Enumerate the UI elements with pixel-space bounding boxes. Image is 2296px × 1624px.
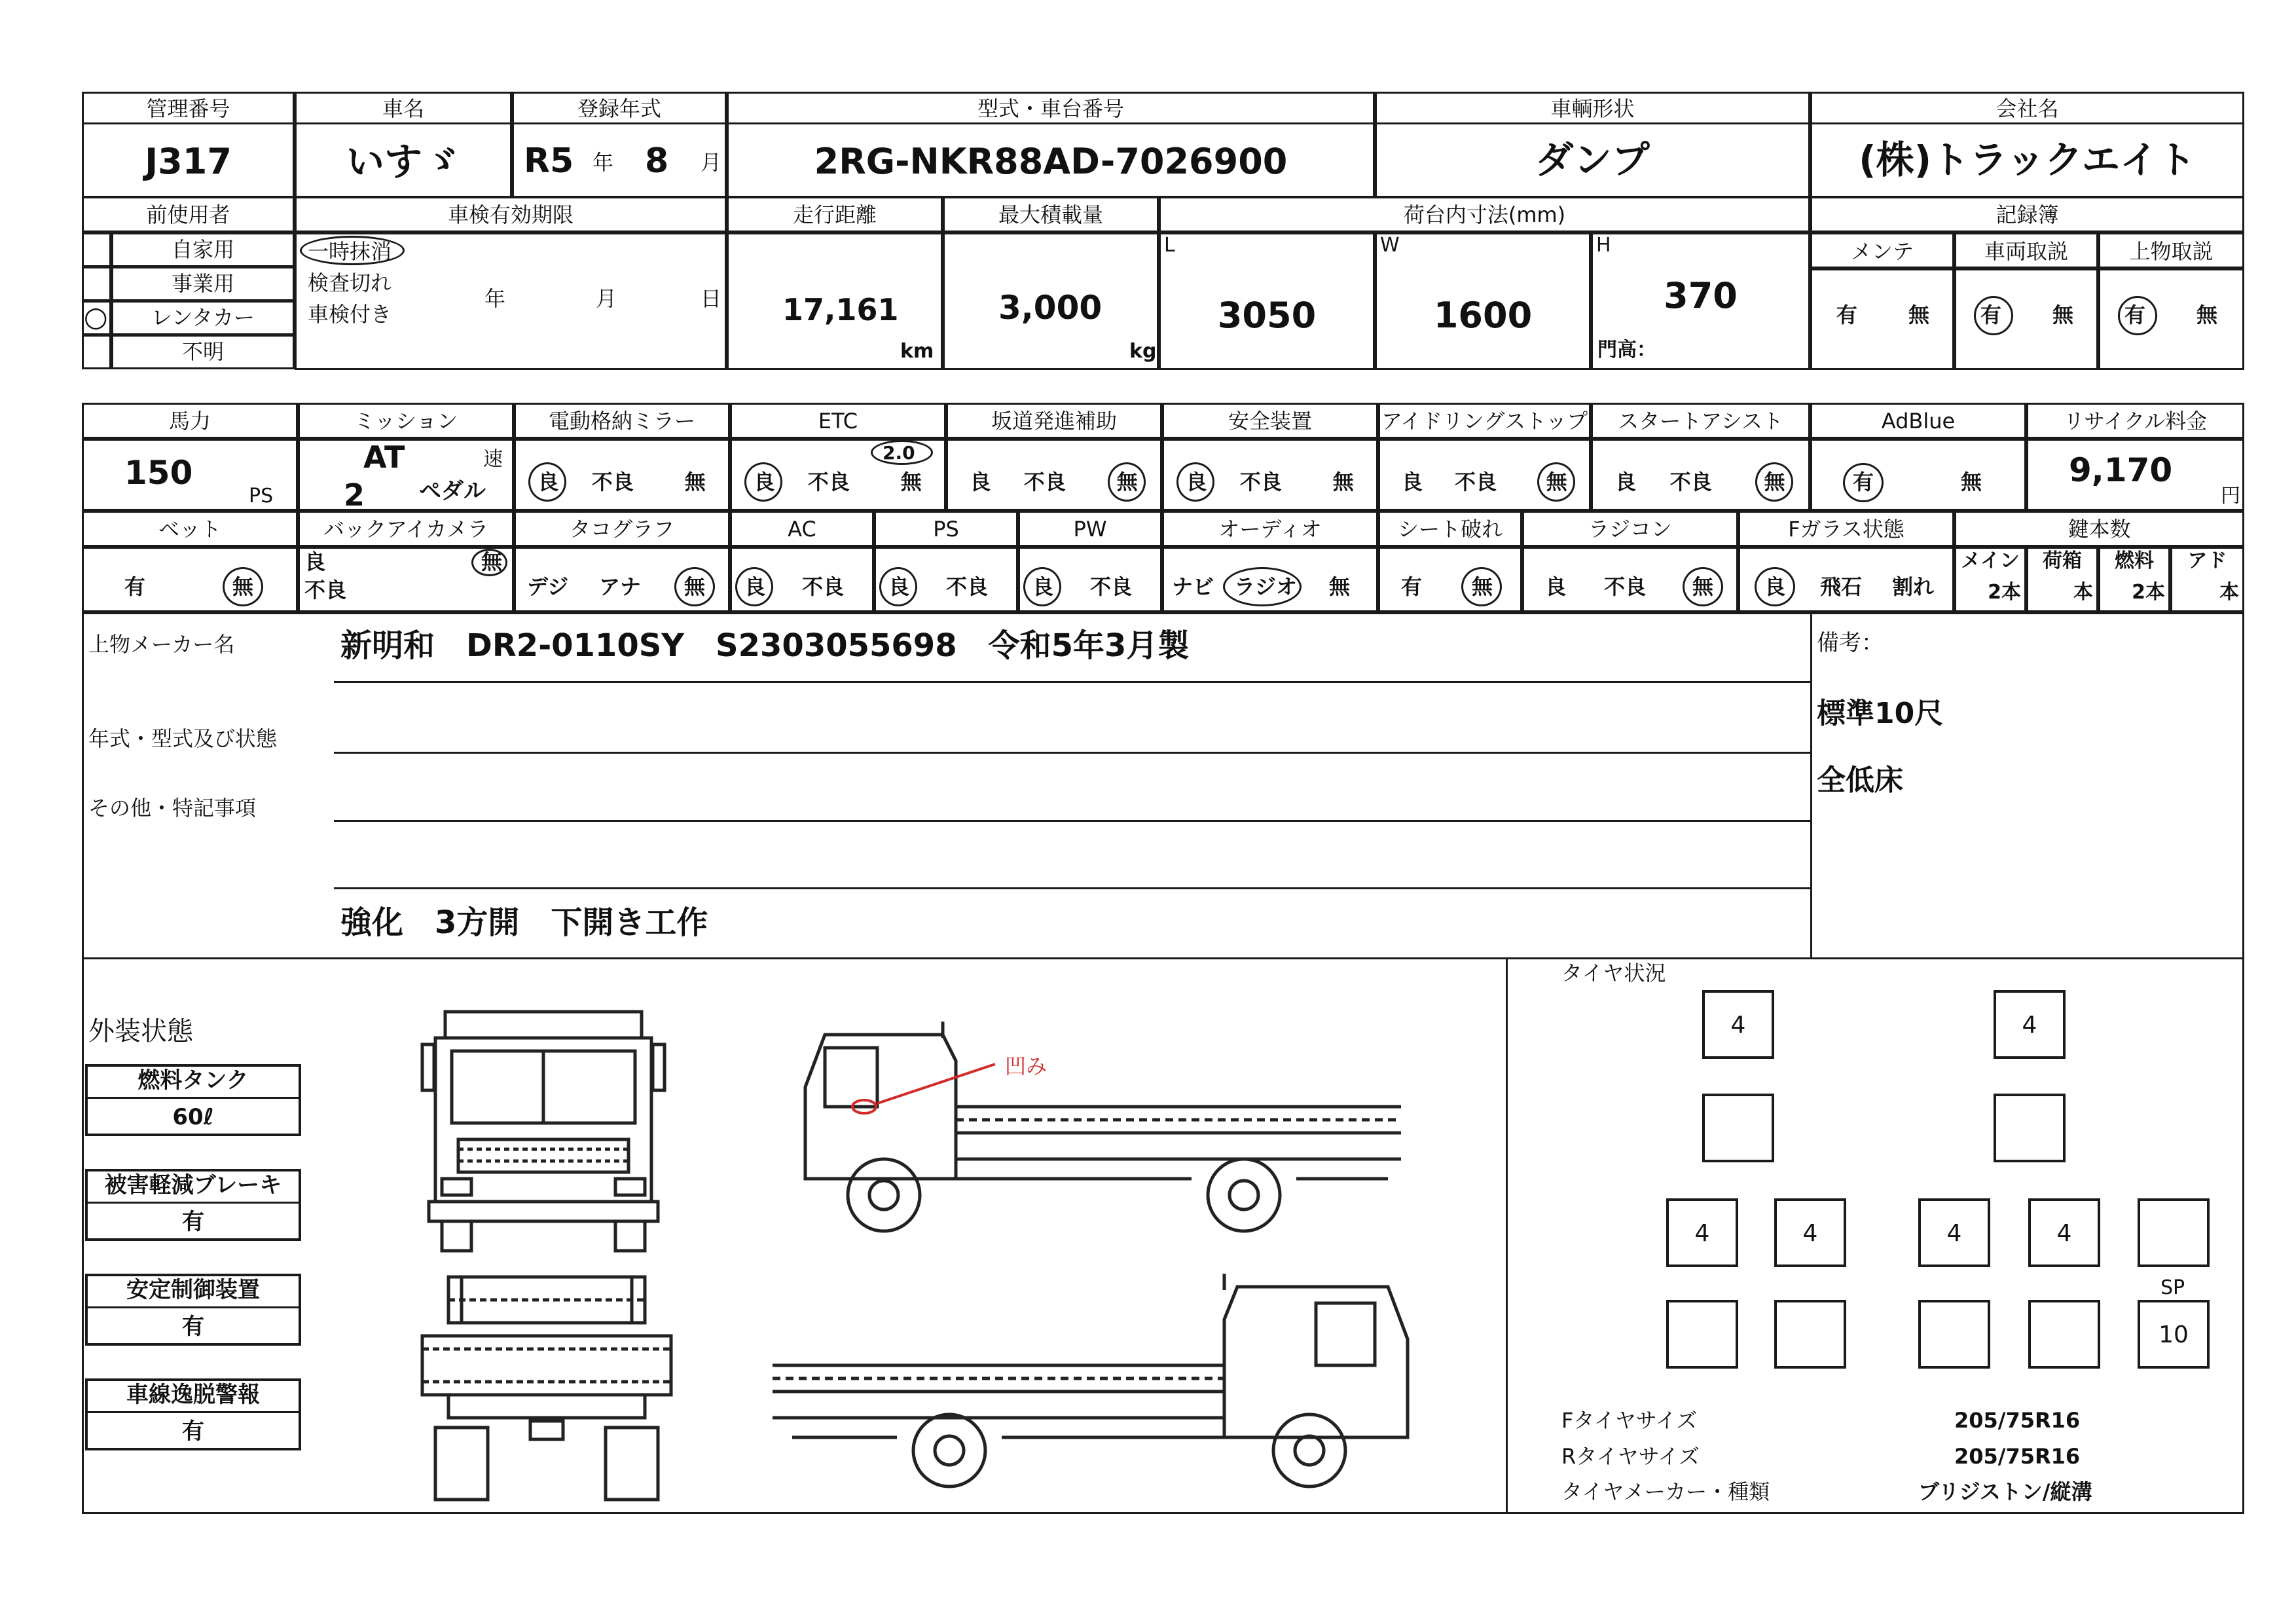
seat-no: 無	[1472, 574, 1493, 599]
pw-good: 良	[1032, 574, 1054, 599]
truck-left-side-drawing	[799, 1008, 1408, 1264]
records-yes: 有	[1836, 303, 1858, 327]
model-chassis-no: 2RG-NKR88AD-7026900	[814, 141, 1288, 182]
tire-rear-right-inner-depth: 4	[1946, 1220, 1962, 1247]
tire-rear-right-outer-depth: 4	[2056, 1220, 2072, 1247]
date-year-unit: 年	[484, 286, 506, 311]
notes-label: 備考：	[1817, 630, 1884, 656]
inspection-option: 一時抹消	[308, 239, 392, 264]
adblue-yes: 有	[1853, 470, 1874, 494]
label-car-name: 車名	[382, 96, 424, 121]
ps-selected-ring	[879, 567, 917, 606]
transmission-pedal-unit: ペダル	[419, 478, 486, 504]
label-body-type: 車輌形状	[1550, 96, 1635, 121]
equip-body	[82, 547, 298, 612]
camera-good: 良	[304, 549, 326, 574]
tacho-analog: アナ	[599, 574, 642, 599]
note-2: 全低床	[1817, 764, 1903, 797]
tacho-none-ring	[674, 567, 715, 606]
transmission-speed-unit: 速	[483, 448, 503, 471]
etc-good: 良	[754, 470, 775, 494]
tire-maker: ブリジストン/縦溝	[1918, 1479, 2092, 1504]
bed-dim-l-label: L	[1164, 234, 1175, 257]
equip-label: PW	[1073, 517, 1107, 542]
seat-yes: 有	[1401, 574, 1423, 599]
ps-good: 良	[888, 574, 910, 599]
r-size-label: Rタイヤサイズ	[1561, 1444, 1700, 1469]
equip-label: AC	[788, 517, 816, 542]
glass-stone-chip: 飛石	[1820, 574, 1863, 599]
r-size: 205/75R16	[1954, 1444, 2081, 1469]
truck-rear-view-drawing	[409, 1264, 684, 1506]
start-assist-selected-ring	[1755, 462, 1793, 502]
exterior-item-divider	[88, 1097, 299, 1099]
records-yes: 有	[2124, 303, 2146, 327]
adblue-yes-ring	[1843, 463, 1884, 502]
label-model-chassis: 型式・車台番号	[977, 96, 1124, 121]
note-1: 標準10尺	[1817, 697, 1944, 730]
equip-label: オーディオ	[1218, 517, 1322, 542]
equip-label: ミッション	[354, 409, 458, 434]
safety-not-good: 不良	[1239, 470, 1282, 494]
key-label: 燃料	[2115, 549, 2154, 572]
key-label: メイン	[1961, 549, 2020, 572]
mirror-none: 無	[684, 470, 706, 494]
exterior-item-divider	[88, 1411, 299, 1413]
hill-assist-good: 良	[970, 470, 991, 494]
label-other-notes: その他・特記事項	[88, 796, 257, 821]
radicon-not-good: 不良	[1604, 574, 1647, 599]
label-maint: メンテ	[1850, 239, 1914, 264]
bed-no: 無	[232, 574, 254, 599]
idling-stop-not-good: 不良	[1455, 470, 1497, 494]
key-value: 2本	[2132, 581, 2165, 604]
start-assist-none: 無	[1764, 470, 1785, 494]
start-assist-good: 良	[1614, 470, 1636, 494]
equip-label: 電動格納ミラー	[548, 409, 695, 434]
exterior-item-divider	[88, 1306, 299, 1308]
remarks-line-5: 強化 3方開 下開き工作	[340, 904, 708, 941]
idling-stop-good: 良	[1401, 470, 1423, 494]
mileage-unit: km	[900, 340, 934, 363]
max-load-unit: kg	[1129, 340, 1157, 363]
remarks-rule	[334, 820, 1810, 822]
idling-stop-none: 無	[1546, 470, 1567, 494]
car-maker: いすゞ	[346, 139, 460, 184]
f-size-label: Fタイヤサイズ	[1561, 1408, 1698, 1433]
bed-dim-h: 370	[1664, 275, 1738, 316]
tire-rear-left-outer-blank	[1666, 1300, 1738, 1369]
reg-month-unit: 月	[701, 150, 722, 175]
equip-label: ベット	[158, 517, 221, 542]
prev-user-option: レンタカー	[151, 305, 255, 330]
glass-good: 良	[1764, 574, 1786, 599]
tire-extra	[2138, 1198, 2210, 1267]
hill-assist-selected-ring	[1108, 462, 1146, 502]
safety-good: 良	[1186, 470, 1207, 494]
tire-title: タイヤ状況	[1561, 961, 1666, 986]
truck-front-view-drawing	[406, 999, 681, 1254]
date-day-unit: 日	[701, 286, 722, 311]
equip-body	[1810, 439, 2026, 511]
exterior-item-value: 有	[182, 1418, 204, 1445]
records-yes-ring	[1974, 296, 2013, 335]
bed-yes: 有	[124, 574, 146, 599]
bed-dim-h-label: H	[1596, 234, 1611, 257]
label-mileage: 走行距離	[792, 202, 877, 227]
tire-front-right-depth: 4	[2022, 1012, 2037, 1039]
horsepower: 150	[124, 454, 193, 492]
label-company: 会社名	[1995, 96, 2059, 121]
equip-label: ETC	[818, 409, 858, 434]
prev-user-check-cell	[82, 335, 111, 369]
etc-none: 無	[900, 470, 922, 494]
transmission-type: AT	[363, 439, 405, 475]
ac-selected-ring	[735, 567, 773, 606]
spare-label: SP	[2160, 1276, 2185, 1299]
ac-not-good: 不良	[802, 574, 845, 599]
records-yes: 有	[1980, 303, 2002, 327]
key-label: アド	[2187, 549, 2227, 572]
bed-no-ring	[223, 567, 263, 606]
start-assist-not-good: 不良	[1669, 470, 1712, 494]
exterior-item-label: 被害軽減ブレーキ	[104, 1172, 282, 1198]
radicon-good: 良	[1545, 574, 1567, 599]
glass-good-ring	[1755, 567, 1795, 606]
equip-label: アイドリングストップ	[1381, 409, 1588, 434]
exterior-item-label: 安定制御装置	[126, 1277, 260, 1303]
exterior-item-label: 車線逸脱警報	[126, 1382, 260, 1408]
label-inspection: 車検有効期限	[447, 202, 574, 227]
recycle-fee: 9,170	[2069, 451, 2173, 489]
exterior-item-value: 有	[182, 1314, 204, 1340]
exterior-title: 外装状態	[88, 1016, 193, 1046]
adblue-no: 無	[1961, 470, 1982, 494]
equip-label: リサイクル料金	[2063, 409, 2208, 434]
audio-none: 無	[1329, 574, 1351, 599]
idling-stop-selected-ring	[1537, 462, 1575, 502]
etc-selected-ring	[744, 462, 782, 502]
bed-dim-w-label: W	[1380, 234, 1400, 257]
tire-rear-right-outer-blank	[2028, 1300, 2100, 1369]
remarks-line-1: 新明和 DR2-0110SY S2303055698 令和5年3月製	[340, 627, 1190, 664]
label-max-load: 最大積載量	[998, 202, 1103, 227]
etc-not-good: 不良	[807, 470, 850, 494]
tire-front-left-blank	[1702, 1094, 1774, 1162]
safety-selected-ring	[1176, 462, 1214, 502]
label-body-maker: 上物メーカー名	[88, 632, 235, 657]
key-value: 本	[2073, 581, 2093, 604]
pw-selected-ring	[1023, 567, 1061, 606]
records-no: 無	[1908, 303, 1930, 327]
equip-label: Fガラス状態	[1788, 517, 1904, 542]
ps-not-good: 不良	[946, 574, 989, 599]
mirror-not-good: 不良	[591, 470, 634, 494]
records-no: 無	[2052, 303, 2074, 327]
glass-crack: 割れ	[1892, 574, 1935, 599]
tire-front-left-depth: 4	[1730, 1012, 1746, 1039]
equip-label: ラジコン	[1588, 517, 1672, 542]
label-year-model-state: 年式・型式及び状態	[88, 726, 278, 751]
pw-not-good: 不良	[1090, 574, 1133, 599]
camera-none-ring	[471, 549, 507, 576]
exterior-item-label: 燃料タンク	[137, 1067, 249, 1094]
audio-radio-ring	[1223, 567, 1302, 606]
remarks-rule	[334, 887, 1810, 889]
equip-label: バックアイカメラ	[323, 517, 489, 542]
label-management-no: 管理番号	[146, 96, 230, 121]
reg-month: 8	[645, 141, 669, 181]
label-prev-user: 前使用者	[146, 202, 230, 227]
camera-not-good: 不良	[304, 578, 347, 602]
hill-assist-not-good: 不良	[1023, 470, 1066, 494]
equip-label: 安全装置	[1228, 409, 1312, 434]
reg-era: R5	[524, 141, 574, 181]
equip-label: PS	[933, 517, 959, 542]
gate-height-label: 門高：	[1597, 339, 1656, 361]
prev-user-mark: ○	[84, 301, 108, 333]
audio-radio: ラジオ	[1234, 574, 1298, 599]
equip-label: AdBlue	[1881, 409, 1956, 434]
tacho-none: 無	[684, 574, 706, 599]
mirror-selected-ring	[528, 462, 566, 502]
equip-label: シート破れ	[1397, 517, 1503, 542]
horsepower-unit: PS	[249, 485, 274, 507]
exterior-item-value: 有	[182, 1209, 204, 1235]
key-value: 本	[2219, 581, 2239, 604]
records-no: 無	[2196, 303, 2218, 327]
key-value: 2本	[1988, 581, 2021, 604]
etc-version: 2.0	[883, 442, 915, 464]
tacho-digital: デジ	[527, 574, 569, 599]
prev-user-option: 自家用	[171, 237, 234, 262]
max-load-value: 3,000	[998, 289, 1102, 327]
remarks-rule	[334, 681, 1810, 683]
label-bed-dims: 荷台内寸法(mm)	[1403, 202, 1566, 227]
tire-front-right-blank	[1994, 1094, 2066, 1162]
radicon-none-ring	[1683, 567, 1723, 606]
safety-none: 無	[1332, 470, 1354, 494]
seat-no-ring	[1461, 567, 1502, 606]
camera-none: 無	[481, 549, 503, 574]
prev-user-option: 事業用	[171, 271, 234, 296]
key-label: 荷箱	[2043, 549, 2082, 572]
inspection-option: 車検付き	[308, 302, 392, 327]
label-records: 記録簿	[1995, 202, 2059, 227]
hill-assist-none: 無	[1116, 470, 1138, 494]
company-name: (株)トラックエイト	[1859, 138, 2196, 182]
inspection-option: 検査切れ	[308, 270, 392, 295]
remarks-rule	[334, 752, 1810, 754]
tire-maker-label: タイヤメーカー・種類	[1561, 1479, 1770, 1504]
bed-dim-w: 1600	[1433, 295, 1533, 336]
equip-label: 鍵本数	[2068, 517, 2131, 542]
label-reg-year: 登録年式	[577, 96, 661, 121]
truck-right-side-drawing	[766, 1267, 1414, 1509]
records-yes-ring	[2118, 296, 2157, 335]
mileage-value: 17,161	[782, 292, 899, 327]
date-month-unit: 月	[596, 286, 617, 311]
damage-note: 凹み	[1005, 1054, 1048, 1079]
radicon-none: 無	[1692, 574, 1714, 599]
exterior-item-divider	[88, 1202, 299, 1204]
equip-label: スタートアシスト	[1618, 409, 1783, 434]
body-type: ダンプ	[1535, 138, 1650, 182]
audio-navi: ナビ	[1172, 574, 1214, 599]
mirror-good: 良	[538, 470, 559, 494]
tire-rear-right-inner-blank	[1918, 1300, 1990, 1369]
label-body-manual: 上物取説	[2129, 239, 2214, 264]
records-body	[1810, 268, 1954, 370]
tire-spare-depth: 10	[2159, 1321, 2189, 1348]
label-vehicle-manual: 車両取説	[1984, 239, 2068, 264]
recycle-unit: 円	[2221, 485, 2240, 507]
prev-user-check-cell	[82, 232, 111, 267]
exterior-item-value: 60ℓ	[172, 1104, 214, 1130]
tire-rear-left-inner-depth: 4	[1802, 1220, 1818, 1247]
tire-rear-left-outer-depth: 4	[1694, 1220, 1710, 1247]
tire-rear-left-inner-blank	[1774, 1300, 1846, 1369]
prev-user-option: 不明	[181, 339, 224, 364]
reg-year-unit: 年	[592, 150, 614, 175]
equip-label: タコグラフ	[569, 517, 674, 542]
management-no: J317	[145, 141, 232, 182]
bed-dim-l: 3050	[1217, 295, 1317, 336]
f-size: 205/75R16	[1954, 1408, 2081, 1433]
ac-good: 良	[744, 574, 766, 599]
equip-label: 馬力	[168, 409, 211, 434]
equip-label: 坂道発進補助	[991, 409, 1117, 434]
prev-user-check-cell	[82, 267, 111, 301]
transmission-pedal-count: 2	[344, 477, 365, 513]
